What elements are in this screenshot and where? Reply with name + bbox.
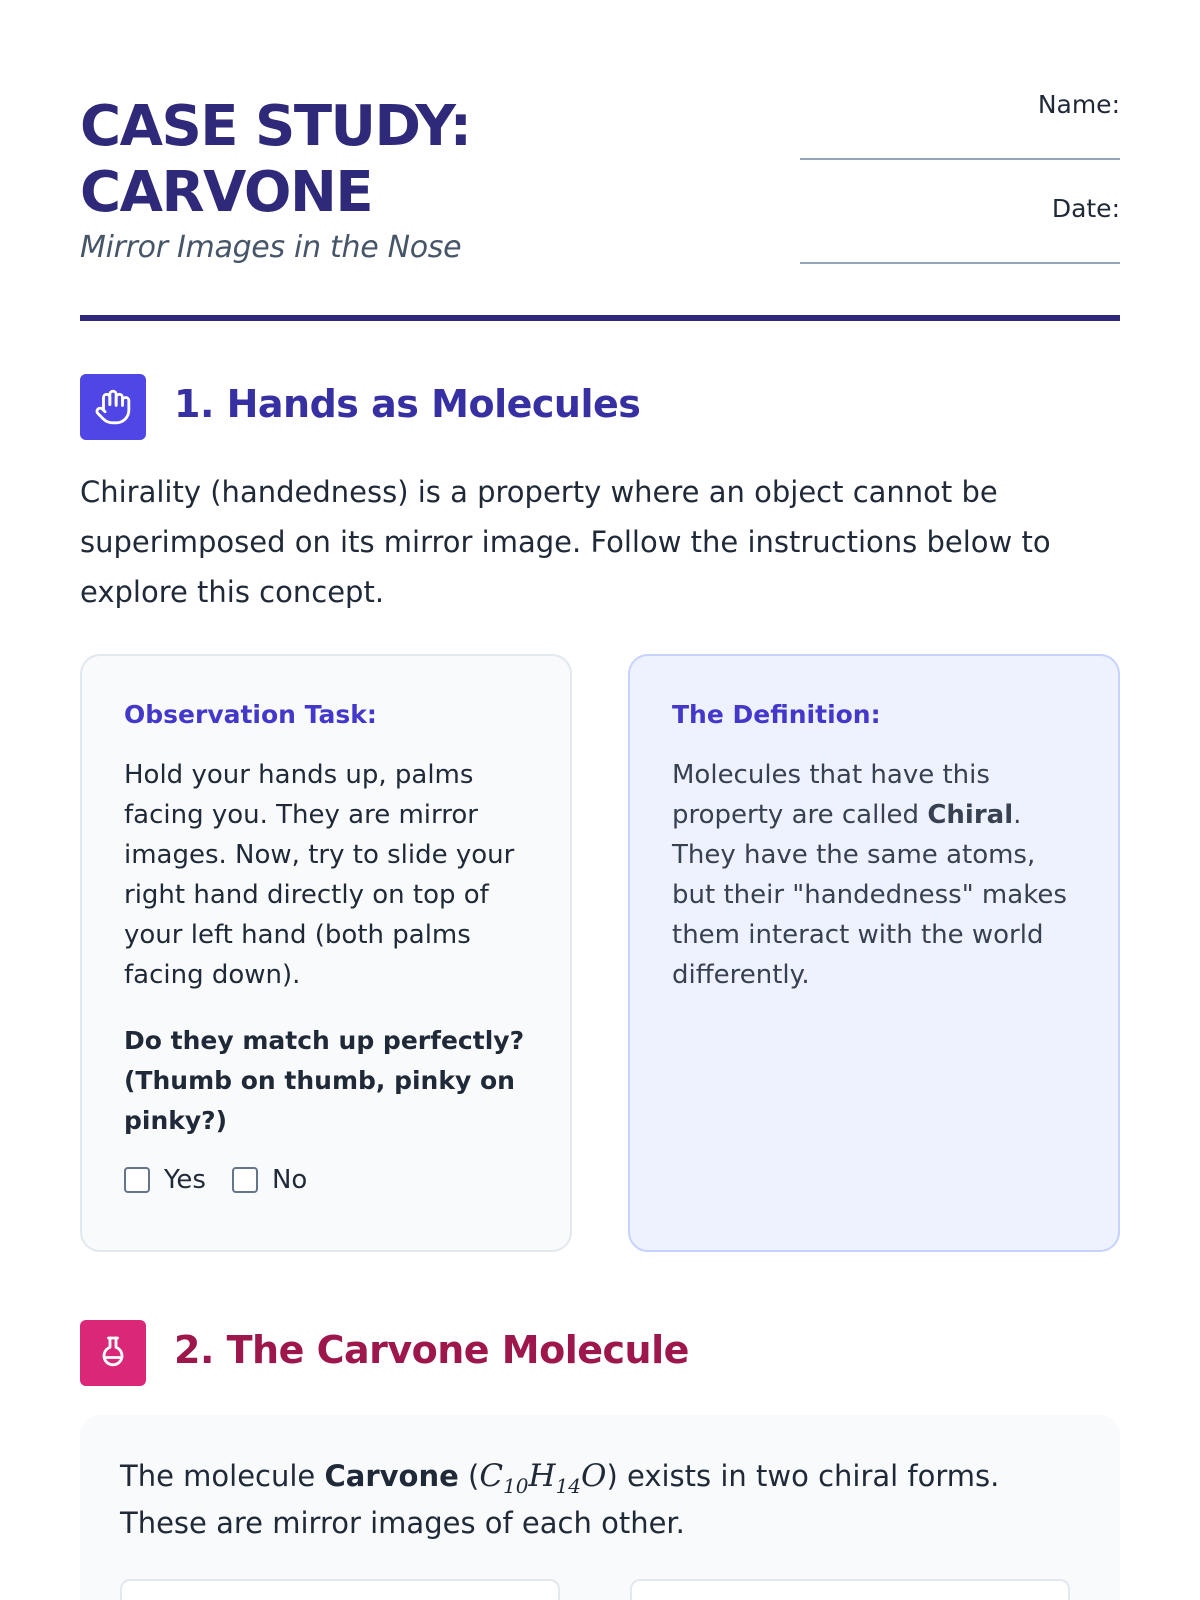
no-checkbox[interactable] — [232, 1167, 258, 1193]
worksheet-page — [80, 0, 1120, 1600]
yes-label: Yes — [164, 1165, 206, 1195]
definition-term: Chiral — [927, 800, 1014, 830]
formula-c: C — [479, 1458, 504, 1494]
carvone-panel — [80, 1415, 1120, 1600]
date-line[interactable] — [800, 262, 1120, 264]
carvone-text-after: exists in two chiral forms. These are mirror images of each other. — [120, 1459, 1000, 1540]
formula-h-sub: 14 — [555, 1474, 582, 1498]
page-title — [80, 94, 471, 226]
observation-text: Hold your hands up, palms facing you. They are mirror images. Now, try to slide your right hand directly on top of your left hand (both palms facing down). — [124, 760, 515, 990]
enantiomer-card-right — [630, 1579, 1070, 1600]
section-2-header — [80, 1320, 1120, 1386]
name-field[interactable] — [800, 90, 1120, 194]
name-line[interactable] — [800, 158, 1120, 160]
definition-text-before: Molecules that have this property are called — [672, 760, 990, 830]
answer-options — [124, 1165, 528, 1195]
date-field[interactable] — [800, 194, 1120, 298]
carvone-description: The molecule Carvone $(C_{10}H_{14}O)$ exists in two chiral forms. These are mirror images of each other. — [120, 1458, 1000, 1540]
definition-text-after: . They have the same atoms, but their "handedness" makes them interact with the world differently. — [672, 800, 1067, 990]
carvone-formula — [479, 1458, 607, 1498]
hand-icon — [80, 374, 146, 440]
section-1-header — [80, 374, 1120, 440]
flask-icon — [80, 1320, 146, 1386]
formula-o: O — [581, 1458, 607, 1494]
title-line-2: CARVONE — [80, 160, 373, 225]
section-1-intro: Chirality (handedness) is a property where an object cannot be superimposed on its mirror image. Follow the instructions below to explore this concept. — [80, 475, 1051, 609]
student-fields — [800, 90, 1120, 298]
section-1-title: 1. Hands as Molecules — [174, 382, 641, 426]
definition-card — [628, 654, 1120, 1252]
carvone-name: Carvone — [324, 1459, 459, 1493]
observation-heading: Observation Task: — [124, 700, 377, 729]
formula-c-sub: 10 — [503, 1474, 529, 1498]
worksheet-header — [80, 90, 1120, 320]
no-label: No — [271, 1165, 308, 1195]
yes-checkbox[interactable] — [124, 1167, 150, 1193]
definition-heading: The Definition: — [672, 700, 881, 729]
yes-option[interactable] — [124, 1165, 206, 1195]
name-label: Name: — [1037, 90, 1120, 119]
section-2-title: 2. The Carvone Molecule — [174, 1328, 689, 1372]
formula-h: H — [528, 1458, 556, 1494]
header-divider — [80, 315, 1120, 321]
observation-card — [80, 654, 572, 1252]
title-line-1: CASE STUDY: — [80, 94, 471, 159]
no-option[interactable] — [232, 1165, 307, 1195]
enantiomer-card-left — [120, 1579, 560, 1600]
definition-text — [672, 755, 1076, 995]
date-label: Date: — [1051, 194, 1120, 223]
observation-question: Do they match up perfectly? (Thumb on thumb, pinky on pinky?) — [124, 1026, 525, 1135]
page-subtitle: Mirror Images in the Nose — [80, 230, 462, 265]
carvone-text-before: The molecule — [120, 1459, 325, 1493]
